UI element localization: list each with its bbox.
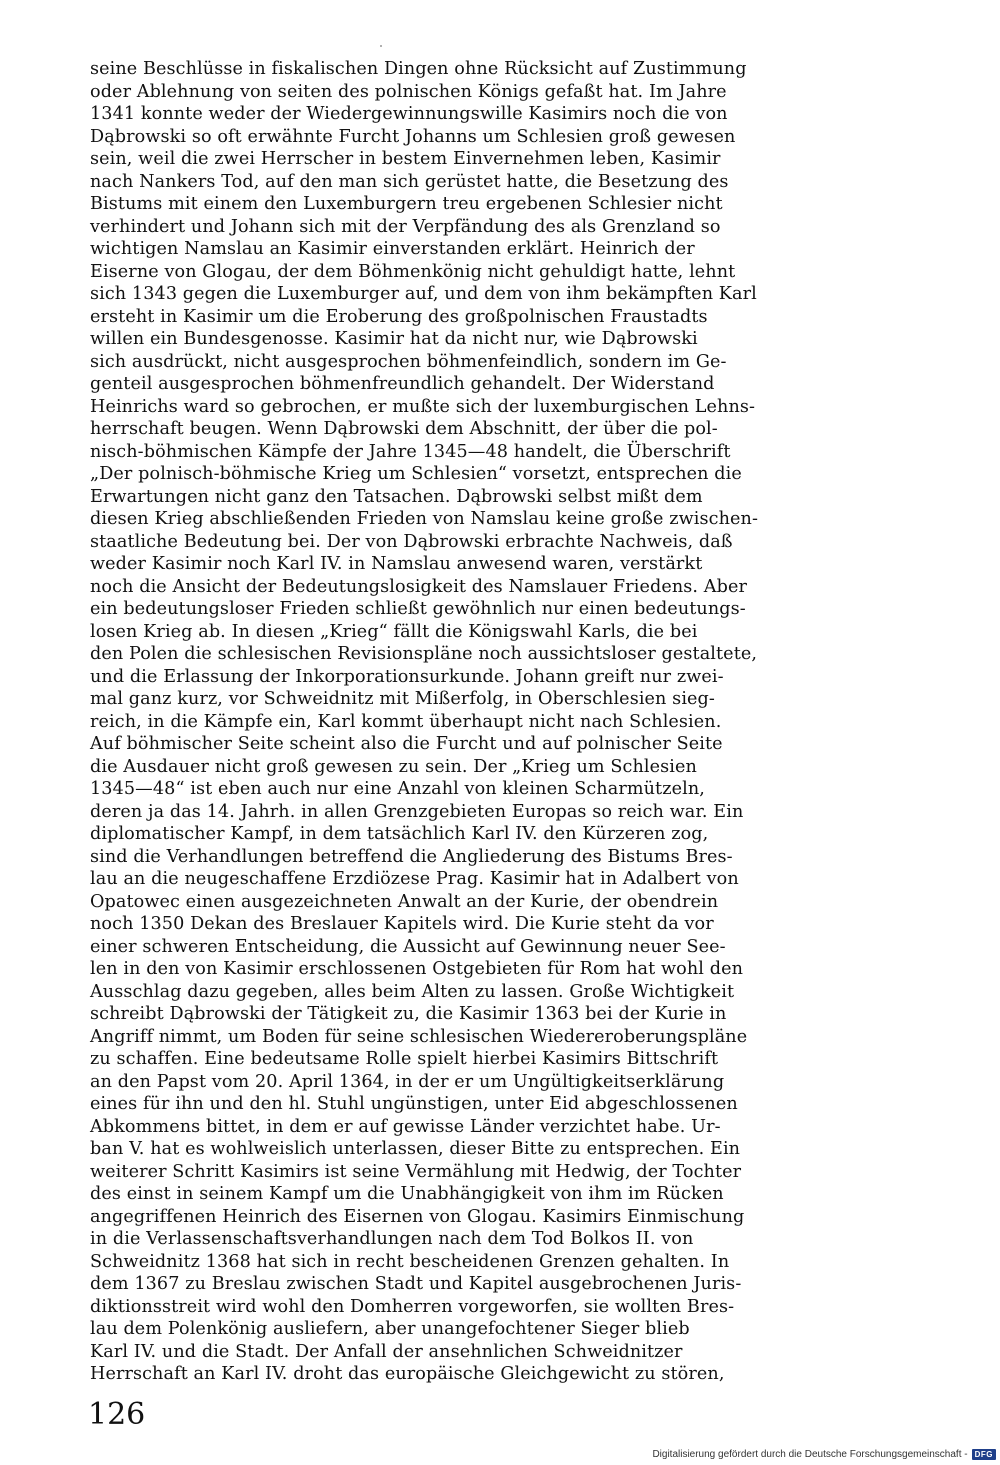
text-line: ersteht in Kasimir um die Eroberung des großpolnischen Fraustadts (90, 306, 708, 327)
text-line: mal ganz kurz, vor Schweidnitz mit Mißerfolg, in Oberschlesien sieg- (90, 689, 715, 709)
scan-speck (380, 45, 382, 47)
text-line: weder Kasimir noch Karl IV. in Namslau anwesend waren, verstärkt (90, 554, 703, 574)
text-line: Schweidnitz 1368 hat sich in recht bescheidenen Grenzen gehalten. In (90, 1251, 730, 1272)
text-line: und die Erlassung der Inkorporationsurkunde. Johann greift nur zwei- (90, 666, 724, 687)
text-line: verhindert und Johann sich mit der Verpfändung des als Grenzland so (90, 216, 721, 237)
text-line: des einst in seinem Kampf um die Unabhängigkeit von ihm im Rücken (90, 1184, 724, 1204)
text-line: nach Nankers Tod, auf den man sich gerüstet hatte, die Besetzung des (90, 171, 729, 192)
text-line: Eiserne von Glogau, der dem Böhmenkönig nicht gehuldigt hatte, lehnt (90, 261, 736, 282)
text-line: Herrschaft an Karl IV. droht das europäische Gleichgewicht zu stören, (90, 1364, 725, 1384)
text-line: herrschaft beugen. Wenn Dąbrowski dem Abschnitt, der über die pol- (90, 419, 718, 439)
text-line: Abkommens bittet, in dem er auf gewisse Länder verzichtet habe. Ur- (90, 1116, 721, 1137)
text-line: sein, weil die zwei Herrscher in bestem Einvernehmen leben, Kasimir (90, 149, 721, 169)
text-line: Auf böhmischer Seite scheint also die Furcht und auf polnischer Seite (90, 734, 723, 754)
text-line: Bistums mit einem den Luxemburgern treu ergebenen Schlesier nicht (90, 194, 723, 214)
text-line: losen Krieg ab. In diesen „Krieg“ fällt die Königswahl Karls, die bei (90, 621, 698, 642)
text-line: seine Beschlüsse in fiskalischen Dingen ohne Rücksicht auf Zustimmung (90, 59, 747, 79)
text-line: noch die Ansicht der Bedeutungslosigkeit des Namslauer Friedens. Aber (90, 576, 748, 597)
text-line: einer schweren Entscheidung, die Aussicht auf Gewinnung neuer See- (90, 936, 726, 957)
text-line: „Der polnisch-böhmische Krieg um Schlesien“ vorsetzt, entsprechen die (90, 464, 742, 484)
text-line: Opatowec einen ausgezeichneten Anwalt an der Kurie, der obendrein (90, 891, 719, 912)
page-number: 126 (88, 1397, 146, 1432)
text-line: den Polen die schlesischen Revisionspläne noch aussichtsloser gestaltete, (90, 644, 758, 664)
text-line: len in den von Kasimir erschlossenen Ostgebieten für Rom hat wohl den (90, 959, 744, 979)
text-line: Heinrichs ward so gebrochen, er mußte sich der luxemburgischen Lehns- (90, 396, 756, 417)
text-line: oder Ablehnung von seiten des polnischen Königs gefaßt hat. Im Jahre (90, 81, 727, 102)
text-line: staatliche Bedeutung bei. Der von Dąbrowski erbrachte Nachweis, daß (90, 531, 733, 552)
text-line: lau an die neugeschaffene Erzdiözese Prag. Kasimir hat in Adalbert von (90, 869, 739, 889)
footer-credit-text: Digitalisierung gefördert durch die Deutsche Forschungsgemeinschaft - (652, 1449, 968, 1460)
text-line: schreibt Dąbrowski der Tätigkeit zu, die Kasimir 1363 bei der Kurie in (90, 1004, 727, 1024)
text-line: wichtigen Namslau an Kasimir einverstanden erklärt. Heinrich der (90, 239, 695, 259)
text-line: 1345—48“ ist eben auch nur eine Anzahl von kleinen Scharmützeln, (90, 779, 705, 799)
text-line: diplomatischer Kampf, in dem tatsächlich Karl IV. den Kürzeren zog, (90, 824, 709, 844)
text-line: ein bedeutungsloser Frieden schließt gewöhnlich nur einen bedeutungs- (90, 599, 746, 619)
text-line: zu schaffen. Eine bedeutsame Rolle spielt hierbei Kasimirs Bittschrift (90, 1049, 719, 1069)
text-line: ban V. hat es wohlweislich unterlassen, dieser Bitte zu entsprechen. Ein (90, 1139, 741, 1159)
text-line: in die Verlassenschaftsverhandlungen nach dem Tod Bolkos II. von (90, 1229, 694, 1249)
text-line: willen ein Bundesgenosse. Kasimir hat da nicht nur, wie Dąbrowski (90, 329, 698, 349)
body-text (90, 58, 928, 1386)
text-line: 1341 konnte weder der Wiedergewinnungswille Kasimirs noch die von (90, 104, 728, 124)
text-line: sind die Verhandlungen betreffend die Angliederung des Bistums Bres- (90, 846, 733, 867)
text-line: lau dem Polenkönig ausliefern, aber unangefochtener Sieger blieb (90, 1319, 690, 1339)
text-line: angegriffenen Heinrich des Eisernen von Glogau. Kasimirs Einmischung (90, 1206, 745, 1227)
text-line: an den Papst vom 20. April 1364, in der er um Ungültigkeitserklärung (90, 1071, 725, 1092)
text-line: genteil ausgesprochen böhmenfreundlich gehandelt. Der Widerstand (90, 374, 715, 394)
text-line: Angriff nimmt, um Boden für seine schlesischen Wiedereroberungspläne (90, 1026, 748, 1047)
text-line: sich ausdrückt, nicht ausgesprochen böhmenfeindlich, sondern im Ge- (90, 351, 727, 372)
text-line: noch 1350 Dekan des Breslauer Kapitels wird. Die Kurie steht da vor (90, 914, 714, 934)
text-line: eines für ihn und den hl. Stuhl ungünstigen, unter Eid abgeschlossenen (90, 1094, 738, 1114)
text-line: Karl IV. und die Stadt. Der Anfall der ansehnlichen Schweidnitzer (90, 1341, 683, 1362)
text-line: die Ausdauer nicht groß gewesen zu sein. Der „Krieg um Schlesien (90, 756, 697, 777)
text-line: diesen Krieg abschließenden Frieden von Namslau keine große zwischen- (90, 509, 758, 529)
text-line: sich 1343 gegen die Luxemburger auf, und dem von ihm bekämpften Karl (90, 284, 757, 304)
digitization-footer (652, 1449, 996, 1460)
text-line: Ausschlag dazu gegeben, alles beim Alten zu lassen. Große Wichtigkeit (90, 981, 735, 1002)
text-line: Erwartungen nicht ganz den Tatsachen. Dąbrowski selbst mißt dem (90, 486, 703, 507)
text-line: deren ja das 14. Jahrh. in allen Grenzgebieten Europas so reich war. Ein (90, 801, 744, 822)
text-line: weiterer Schritt Kasimirs ist seine Vermählung mit Hedwig, der Tochter (90, 1161, 742, 1182)
text-line: Dąbrowski so oft erwähnte Furcht Johanns um Schlesien groß gewesen (90, 126, 736, 147)
text-line: diktionsstreit wird wohl den Domherren vorgeworfen, sie wollten Bres- (90, 1296, 735, 1317)
text-line: nisch-böhmischen Kämpfe der Jahre 1345—48 handelt, die Überschrift (90, 441, 731, 462)
text-line: reich, in die Kämpfe ein, Karl kommt überhaupt nicht nach Schlesien. (90, 711, 722, 732)
dfg-logo-icon: DFG (972, 1449, 996, 1460)
text-line: dem 1367 zu Breslau zwischen Stadt und Kapitel ausgebrochenen Juris- (90, 1274, 742, 1294)
